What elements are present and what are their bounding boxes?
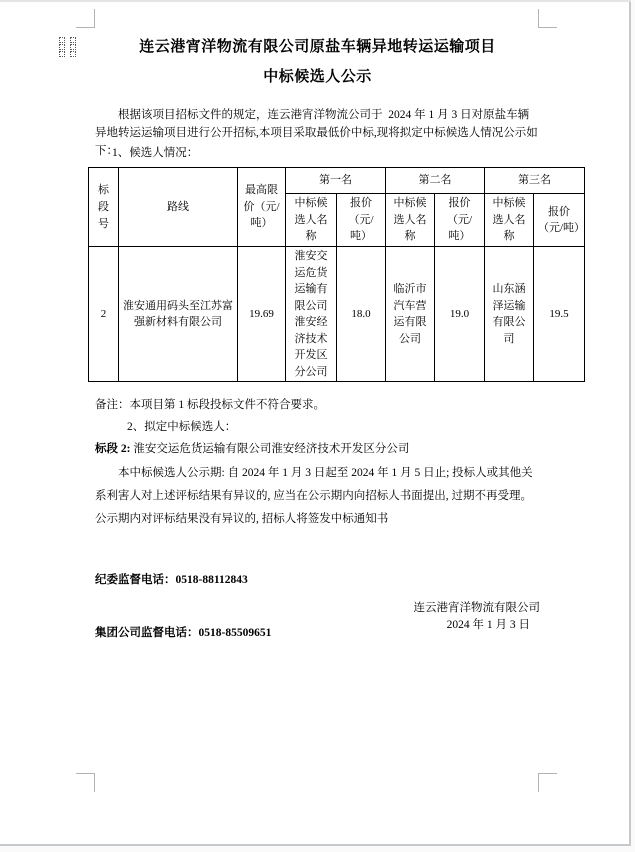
cell-first-price: 18.0 <box>337 247 386 382</box>
text-boundary-mark-top-right <box>538 9 557 28</box>
header-rank-first: 第一名 <box>286 168 386 194</box>
cell-second-price: 19.0 <box>435 247 485 382</box>
header-rank-second: 第二名 <box>386 168 485 194</box>
text-boundary-mark-top-left <box>76 9 95 28</box>
cell-first-candidate: 淮安交运危货运输有限公司淮安经济技术开发区分公司 <box>286 247 337 382</box>
header-lot-number <box>89 168 119 247</box>
header-candidate-2: 中标候选人名称 <box>386 194 435 247</box>
winner-company-name: 淮安交运危货运输有限公司淮安经济技术开发区分公司 <box>130 443 410 455</box>
header-route: 路线 <box>119 168 238 247</box>
header-rank-third: 第三名 <box>485 168 585 194</box>
text-boundary-mark-bottom-left <box>76 773 95 792</box>
signature-company: 连云港宵洋物流有限公司 <box>413 602 540 614</box>
page-top-edge <box>0 0 635 2</box>
cell-second-candidate: 临沂市汽车营运有限公司 <box>386 247 435 382</box>
table-header-row-1 <box>89 168 585 194</box>
text-boundary-mark-bottom-right <box>538 773 557 792</box>
page-right-edge <box>629 2 631 846</box>
header-candidate-1: 中标候选人名称 <box>286 194 337 247</box>
discipline-phone-line: 纪委监督电话：0518-88112843 <box>95 574 248 586</box>
cell-third-candidate: 山东涵泽运输有限公司 <box>485 247 534 382</box>
intro-paragraph: 根据该项目招标文件的规定，连云港宵洋物流公司于 2024 年 1 月 3 日对原盐车辆异地转运运输项目进行公开招标,本项目采取最低价中标,现将拟定中标候选人情况公示如下： <box>95 109 538 157</box>
header-price-3: 报价（元/吨） <box>534 194 585 247</box>
section-2-heading: 2、拟定中标候选人： <box>127 421 237 433</box>
remark-line: 备注：本项目第 1 标段投标文件不符合要求。 <box>95 399 325 411</box>
object-anchor-dots-icon <box>59 37 76 57</box>
page-outside-bottom <box>0 846 635 852</box>
section-1-heading: 1、候选人情况： <box>112 147 199 159</box>
group-phone-line: 集团公司监督电话：0518-85509651 <box>95 626 272 639</box>
page-outside-right <box>631 0 635 852</box>
header-price-1: 报价（元/吨） <box>337 194 386 247</box>
cell-max-price: 19.69 <box>238 247 286 382</box>
cell-route: 淮安通用码头至江苏富强新材料有限公司 <box>119 247 238 382</box>
candidates-table-wrapper <box>88 167 585 382</box>
cell-lot-number: 2 <box>89 247 119 382</box>
table-row <box>89 247 585 382</box>
header-price-2: 报价（元/吨） <box>435 194 485 247</box>
winner-lot-label: 标段 2: <box>95 443 131 455</box>
document-title-line2: 中标候选人公示 <box>263 69 372 85</box>
signature-date: 2024 年 1 月 3 日 <box>446 619 530 631</box>
candidates-table <box>88 167 585 382</box>
header-lot-number-label: 标段号 <box>98 183 109 230</box>
page-bottom-edge <box>0 844 631 846</box>
header-candidate-3: 中标候选人名称 <box>485 194 534 247</box>
cell-third-price: 19.5 <box>534 247 585 382</box>
header-max-price: 最高限价（元/吨） <box>238 168 286 247</box>
publicity-period-paragraph: 本中标候选人公示期: 自 2024 年 1 月 3 日起至 2024 年 1 月 5 日止; 投标人或其他关系利害人对上述评标结果有异议的, 应当在公示期内向招标人书面提出, 过期不再受理。公示期内对评标结果没有异议的, 招标人将签发中标通知书 <box>95 467 533 525</box>
document-title-line1: 连云港宵洋物流有限公司原盐车辆异地转运运输项目 <box>139 39 496 55</box>
winner-line <box>95 440 540 458</box>
